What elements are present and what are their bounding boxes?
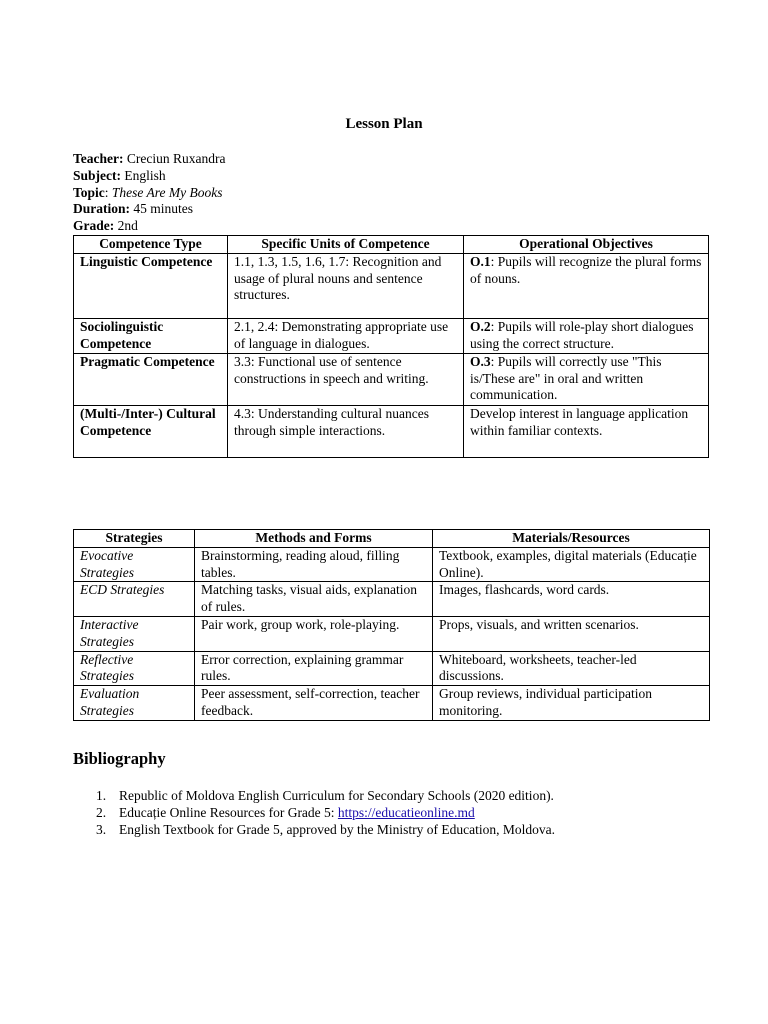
table-row	[74, 651, 710, 686]
strategy-cell: Evaluation Strategies	[74, 686, 195, 721]
table-row	[74, 353, 709, 405]
methods-cell: Brainstorming, reading aloud, filling tables.	[195, 547, 433, 582]
subject-value: English	[124, 167, 166, 183]
column-header: Materials/Resources	[433, 530, 710, 548]
materials-cell: Props, visuals, and written scenarios.	[433, 616, 710, 651]
list-item	[96, 788, 555, 805]
list-number: 2.	[96, 804, 107, 820]
table-row	[74, 686, 710, 721]
duration-line	[73, 201, 225, 218]
duration-value: 45 minutes	[133, 201, 193, 217]
page-title: Lesson Plan	[345, 116, 423, 132]
competence-type-cell: Pragmatic Competence	[74, 353, 228, 405]
teacher-value: Creciun Ruxandra	[126, 151, 226, 166]
competence-type-cell: Sociolinguistic Competence	[74, 318, 228, 353]
objective-text: : Pupils will recognize the plural forms of nouns.	[470, 253, 702, 286]
objective-code: O.1	[470, 253, 491, 269]
bibliography-text: Educație Online Resources for Grade 5:	[119, 804, 338, 820]
strategy-cell: Interactive Strategies	[74, 616, 195, 651]
column-header: Operational Objectives	[464, 236, 709, 254]
table-header-row	[74, 530, 710, 548]
competence-units-cell: 3.3: Functional use of sentence constructions in speech and writing.	[228, 353, 464, 405]
competence-table	[73, 235, 709, 458]
column-header: Methods and Forms	[195, 530, 433, 548]
methods-cell: Error correction, explaining grammar rules.	[195, 651, 433, 686]
bibliography-text: Republic of Moldova English Curriculum for Secondary Schools (2020 edition).	[119, 788, 554, 803]
grade-line	[73, 218, 225, 235]
objective-cell	[464, 253, 709, 318]
strategy-cell: ECD Strategies	[74, 582, 195, 617]
list-number: 1.	[96, 788, 107, 803]
competence-type-cell: (Multi-/Inter-) Cultural Competence	[74, 405, 228, 457]
objective-text: : Pupils will correctly use "This is/These are" in oral and written communication.	[470, 353, 662, 403]
bibliography-list	[96, 788, 555, 838]
topic-label: Topic	[73, 184, 105, 200]
subject-label: Subject:	[73, 167, 121, 183]
competence-type-cell: Linguistic Competence	[74, 253, 228, 318]
subject-line	[73, 168, 225, 185]
column-header: Competence Type	[74, 236, 228, 254]
objective-text: : Pupils will role-play short dialogues using the correct structure.	[470, 318, 694, 351]
table-row	[74, 253, 709, 318]
objective-cell	[464, 318, 709, 353]
materials-cell: Images, flashcards, word cards.	[433, 582, 710, 617]
methods-cell: Matching tasks, visual aids, explanation of rules.	[195, 582, 433, 617]
methods-cell: Peer assessment, self-correction, teacher feedback.	[195, 686, 433, 721]
competence-units-cell: 4.3: Understanding cultural nuances through simple interactions.	[228, 405, 464, 457]
duration-label: Duration:	[73, 201, 130, 217]
competence-units-cell: 2.1, 2.4: Demonstrating appropriate use of language in dialogues.	[228, 318, 464, 353]
materials-cell: Textbook, examples, digital materials (Educație Online).	[433, 547, 710, 582]
teacher-label: Teacher:	[73, 151, 124, 166]
table-header-row	[74, 236, 709, 254]
strategies-table	[73, 529, 710, 721]
list-item	[96, 822, 555, 839]
list-number: 3.	[96, 821, 107, 837]
bibliography-heading: Bibliography	[73, 749, 166, 768]
objective-code: O.2	[470, 318, 491, 334]
methods-cell: Pair work, group work, role-playing.	[195, 616, 433, 651]
strategy-cell: Evocative Strategies	[74, 547, 195, 582]
topic-value: These Are My Books	[111, 184, 223, 200]
objective-code: O.3	[470, 353, 491, 369]
table-row	[74, 616, 710, 651]
educatieonline-link[interactable]: https://educatieonline.md	[337, 804, 475, 820]
teacher-line	[73, 151, 225, 168]
table-row	[74, 318, 709, 353]
competence-units-cell: 1.1, 1.3, 1.5, 1.6, 1.7: Recognition and usage of plural nouns and sentence structures.	[228, 253, 464, 318]
lesson-meta	[73, 151, 225, 235]
grade-value: 2nd	[117, 218, 138, 234]
list-item	[96, 805, 555, 822]
objective-text: Develop interest in language application within familiar contexts.	[470, 405, 689, 438]
column-header: Strategies	[74, 530, 195, 548]
strategy-cell: Reflective Strategies	[74, 651, 195, 686]
objective-cell	[464, 405, 709, 457]
topic-line: Topic: These Are My Books	[73, 184, 223, 200]
table-row	[74, 405, 709, 457]
objective-cell	[464, 353, 709, 405]
column-header: Specific Units of Competence	[228, 236, 464, 254]
materials-cell: Whiteboard, worksheets, teacher-led discussions.	[433, 651, 710, 686]
materials-cell: Group reviews, individual participation monitoring.	[433, 686, 710, 721]
bibliography-text: English Textbook for Grade 5, approved by the Ministry of Education, Moldova.	[119, 821, 555, 837]
table-row	[74, 582, 710, 617]
grade-label: Grade:	[73, 218, 115, 234]
table-row	[74, 547, 710, 582]
